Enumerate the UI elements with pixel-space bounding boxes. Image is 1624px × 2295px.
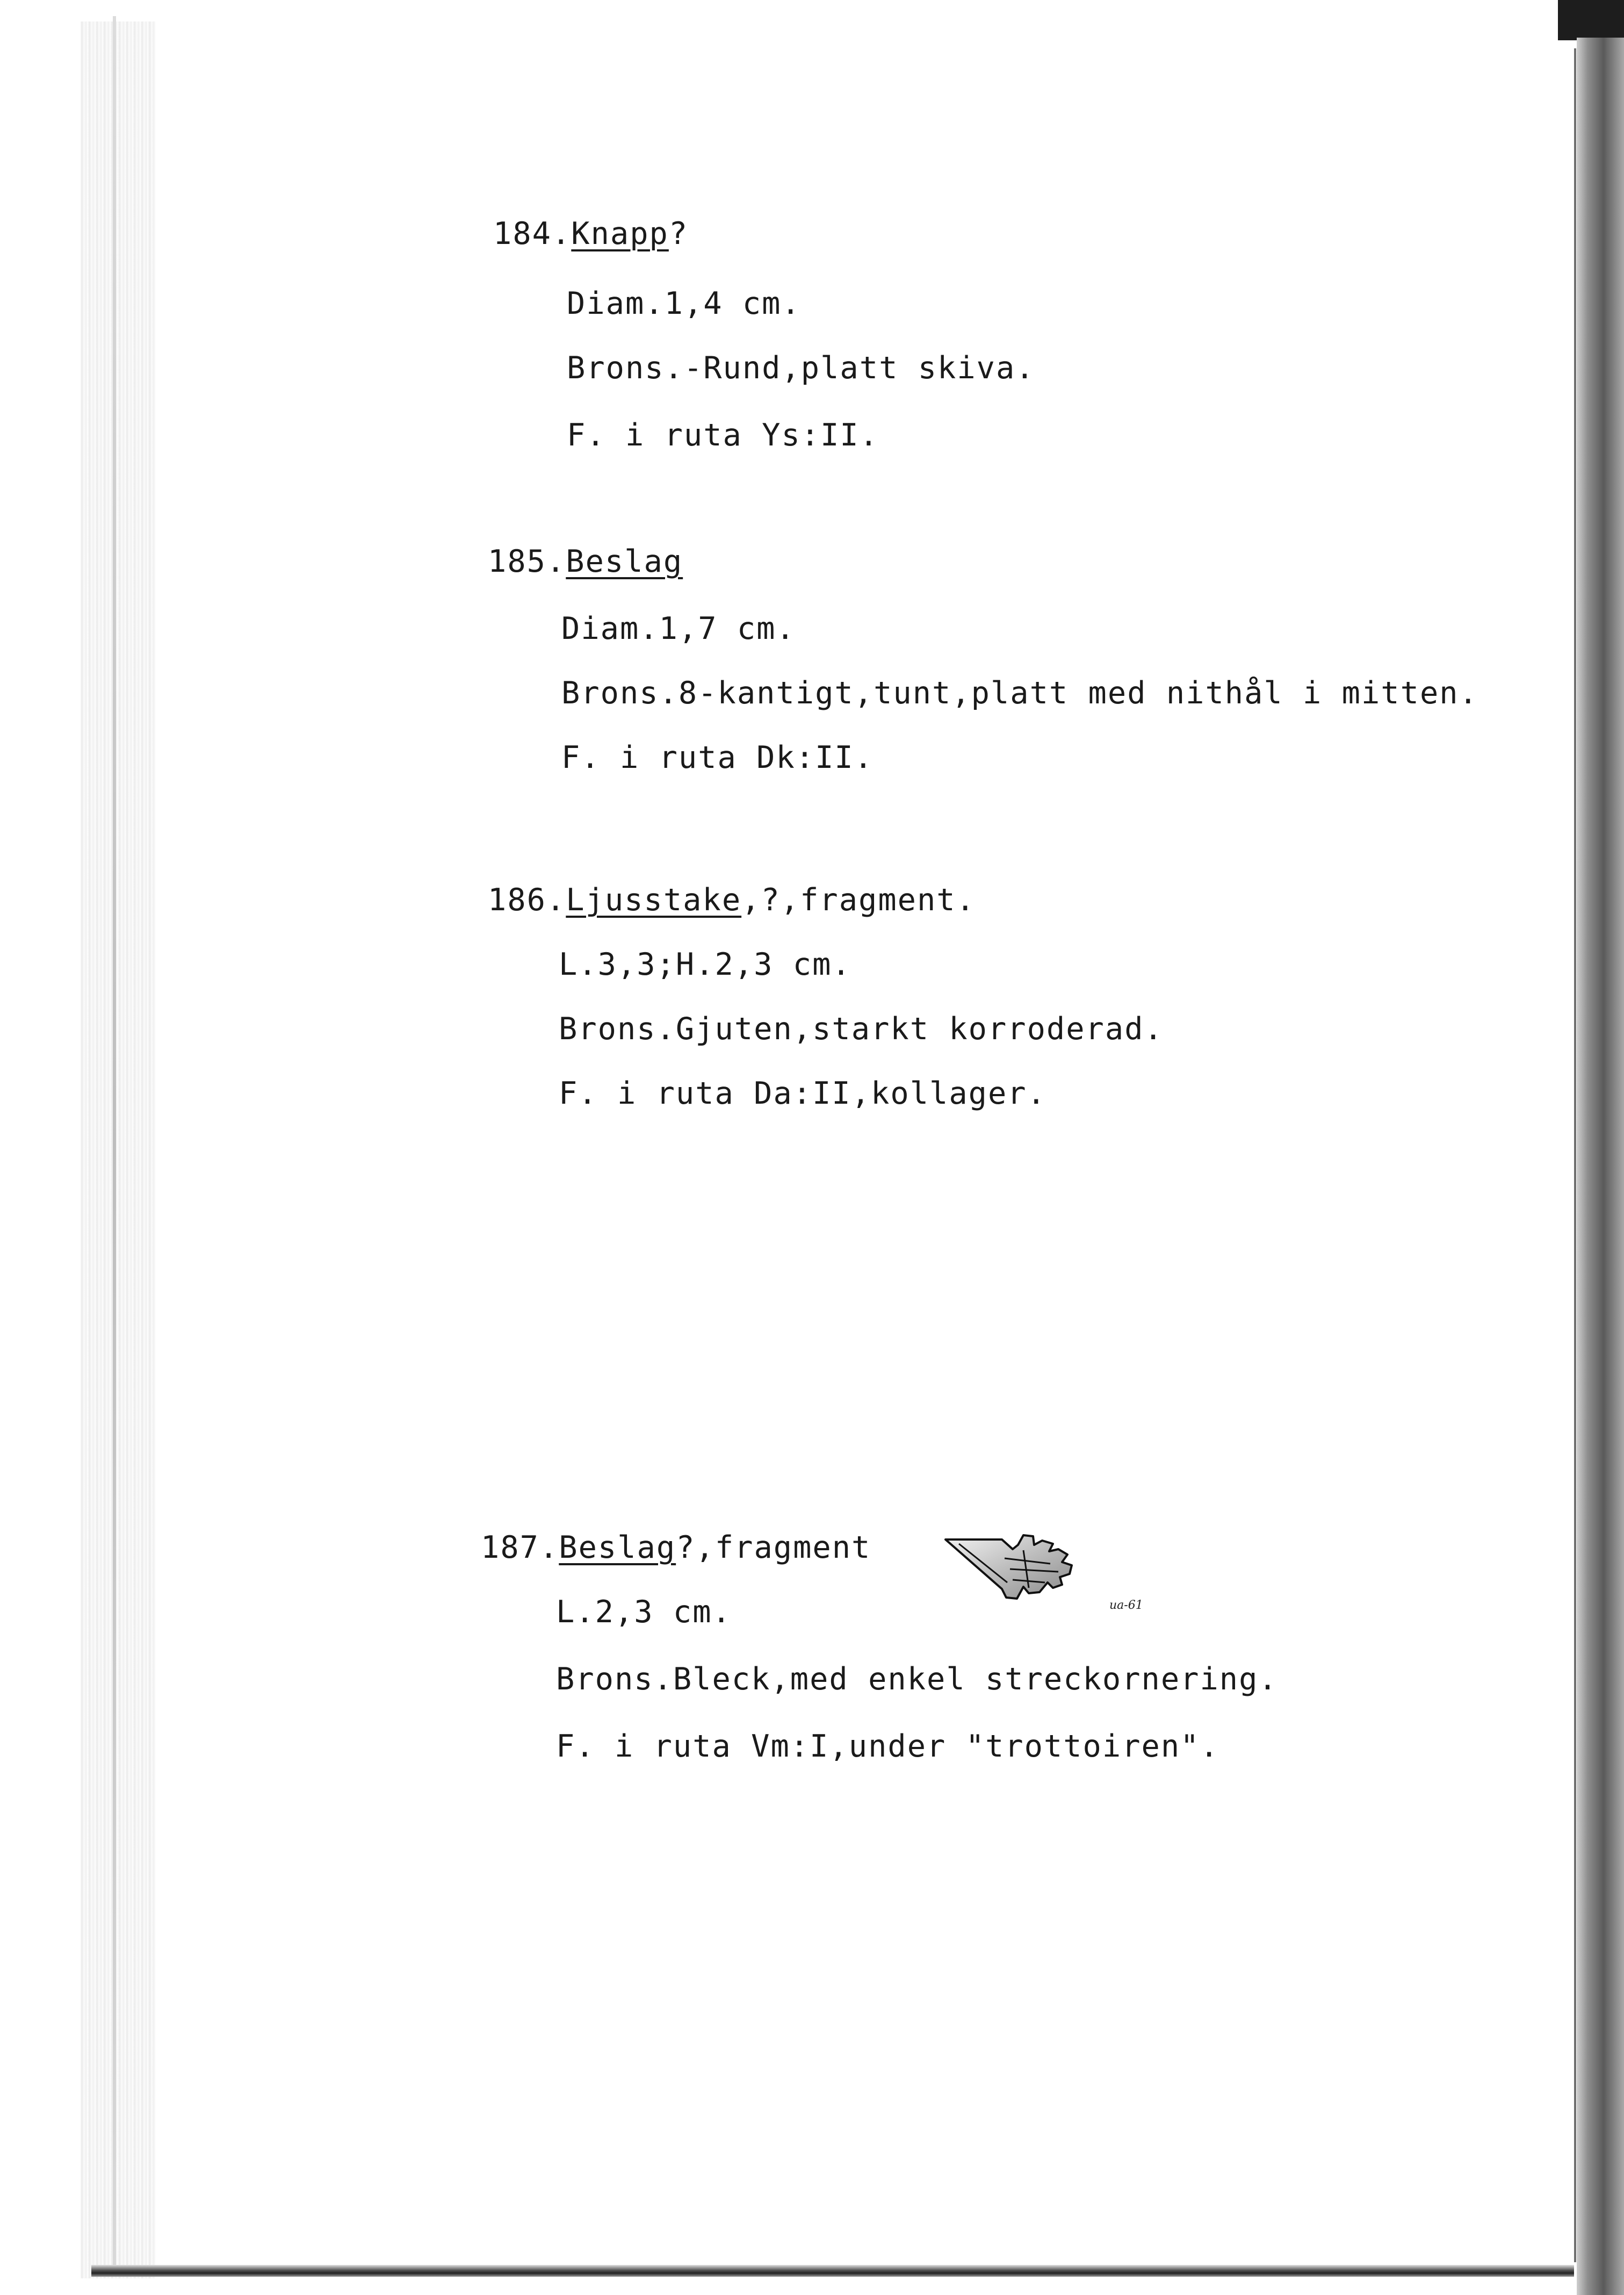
binding-spine bbox=[1577, 38, 1624, 2295]
entry-185-material: Brons.8-kantigt,tunt,platt med nithål i mitten. bbox=[561, 675, 1478, 711]
entry-184-dimensions: Diam.1,4 cm. bbox=[567, 286, 801, 321]
entry-number: 186. bbox=[488, 882, 566, 918]
entry-184-heading bbox=[493, 215, 688, 253]
entry-title: Knapp bbox=[571, 216, 669, 251]
binding-corner bbox=[1558, 0, 1624, 40]
entry-187-dimensions: L.2,3 cm. bbox=[556, 1594, 732, 1630]
entry-number: 185. bbox=[488, 544, 566, 579]
entry-title: Beslag bbox=[559, 1530, 676, 1565]
entry-186-dimensions: L.3,3;H.2,3 cm. bbox=[559, 947, 851, 982]
entry-title-suffix: ? bbox=[668, 216, 689, 251]
entry-number: 184. bbox=[493, 216, 572, 251]
entry-title: Beslag bbox=[566, 544, 683, 579]
page-stack-edge bbox=[81, 21, 156, 2278]
entry-187-material: Brons.Bleck,med enkel streckornering. bbox=[556, 1661, 1278, 1697]
page-bottom-edge bbox=[91, 2265, 1574, 2277]
entry-185-findspot: F. i ruta Dk:II. bbox=[561, 740, 874, 775]
entry-185-heading bbox=[488, 543, 683, 580]
entry-186-findspot: F. i ruta Da:II,kollager. bbox=[559, 1076, 1046, 1111]
entry-187-heading bbox=[481, 1529, 871, 1566]
entry-186-material: Brons.Gjuten,starkt korroderad. bbox=[559, 1011, 1164, 1047]
entry-184-findspot: F. i ruta Ys:II. bbox=[567, 418, 879, 453]
page-edge-line bbox=[113, 16, 116, 2273]
drawing-signature: ua-61 bbox=[1109, 1599, 1143, 1612]
entry-title: Ljusstake bbox=[566, 882, 742, 918]
entry-number: 187. bbox=[481, 1530, 559, 1565]
binding-rule bbox=[1574, 48, 1576, 2262]
entry-title-suffix: ,?,fragment. bbox=[741, 882, 976, 918]
leaf-shaped-mount-fragment-drawing-icon bbox=[943, 1529, 1125, 1609]
entry-186-heading bbox=[488, 881, 976, 919]
entry-185-dimensions: Diam.1,7 cm. bbox=[561, 611, 796, 646]
entry-187-findspot: F. i ruta Vm:I,under "trottoiren". bbox=[556, 1729, 1219, 1764]
entry-184-material: Brons.-Rund,platt skiva. bbox=[567, 350, 1035, 386]
entry-title-suffix: ?,fragment bbox=[676, 1530, 871, 1565]
